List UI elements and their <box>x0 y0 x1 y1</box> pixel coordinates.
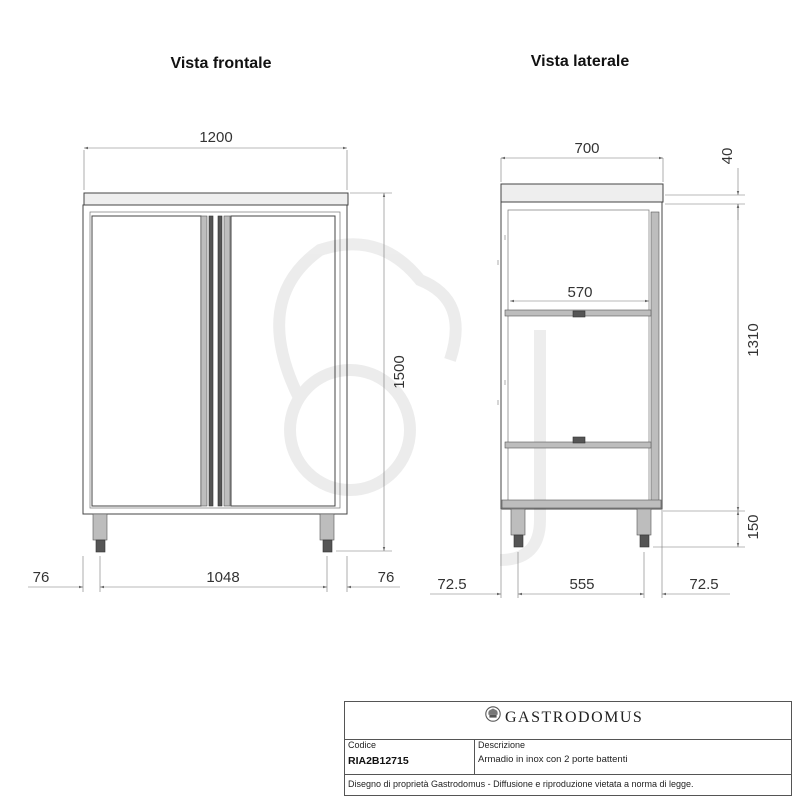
front-left-leg <box>93 514 107 540</box>
dim-front-width <box>84 129 347 190</box>
side-leg-span-label: 555 <box>569 576 595 593</box>
dim-side-leg-height <box>653 511 762 547</box>
codice-label: Codice <box>348 740 377 750</box>
dim-side-shelf-depth <box>510 284 649 301</box>
descrizione-cell <box>475 739 791 775</box>
front-left-door-edge <box>201 216 207 506</box>
side-leg-offset-left-label: 72.5 <box>437 576 467 593</box>
side-leg-offset-right-label: 72.5 <box>689 576 719 593</box>
brand-logo <box>484 709 643 727</box>
chef-hat-icon <box>484 705 502 723</box>
side-upper-shelf-clip <box>573 311 585 317</box>
brand-name: GASTRODOMUS <box>505 709 644 726</box>
side-shelf-depth-label: 570 <box>567 284 593 301</box>
side-view-cabinet <box>498 184 663 547</box>
dim-side-depth <box>501 140 663 182</box>
front-left-handle <box>209 216 213 506</box>
dim-side-legs <box>430 510 730 598</box>
side-top-thickness-label: 40 <box>719 147 736 165</box>
side-view-title: Vista laterale <box>530 53 630 70</box>
descrizione-label: Descrizione <box>478 740 526 750</box>
dim-side-body-height <box>663 204 762 511</box>
front-leg-offset-left-label: 76 <box>32 569 50 586</box>
side-right-foot <box>640 535 649 547</box>
dim-side-top-thickness <box>665 148 745 220</box>
front-width-label: 1200 <box>199 129 233 146</box>
side-inner-cavity <box>508 210 649 502</box>
title-block <box>344 701 792 796</box>
side-door-profile <box>651 212 659 501</box>
front-top-slab <box>84 193 348 205</box>
side-bottom-plate <box>502 500 661 508</box>
front-right-door-edge <box>224 216 230 506</box>
descrizione-value: Armadio in inox con 2 porte battenti <box>478 754 628 765</box>
side-leg-height-label: 150 <box>745 514 762 540</box>
side-lower-shelf-clip <box>573 437 585 443</box>
front-view-cabinet <box>83 193 348 552</box>
side-right-leg <box>637 509 651 535</box>
front-leg-span-label: 1048 <box>206 569 240 586</box>
front-left-door <box>92 216 201 506</box>
codice-cell <box>345 739 475 775</box>
side-top-slab <box>501 184 663 202</box>
codice-value: RIA2B12715 <box>348 755 409 767</box>
front-right-foot <box>323 540 332 552</box>
copyright-footer: Disegno di proprietà Gastrodomus - Diffusione e riproduzione vietata a norma di legge. <box>348 779 694 789</box>
side-left-foot <box>514 535 523 547</box>
side-body-height-label: 1310 <box>745 323 762 357</box>
front-height-label: 1500 <box>391 355 408 389</box>
dim-front-legs <box>28 556 400 592</box>
front-view-title: Vista frontale <box>170 55 272 72</box>
side-depth-label: 700 <box>574 140 600 157</box>
front-right-leg <box>320 514 334 540</box>
front-right-handle <box>218 216 222 506</box>
side-left-leg <box>511 509 525 535</box>
front-left-foot <box>96 540 105 552</box>
title-block-logo-row <box>345 702 791 740</box>
front-leg-offset-right-label: 76 <box>377 569 395 586</box>
side-body-frame <box>501 202 662 509</box>
